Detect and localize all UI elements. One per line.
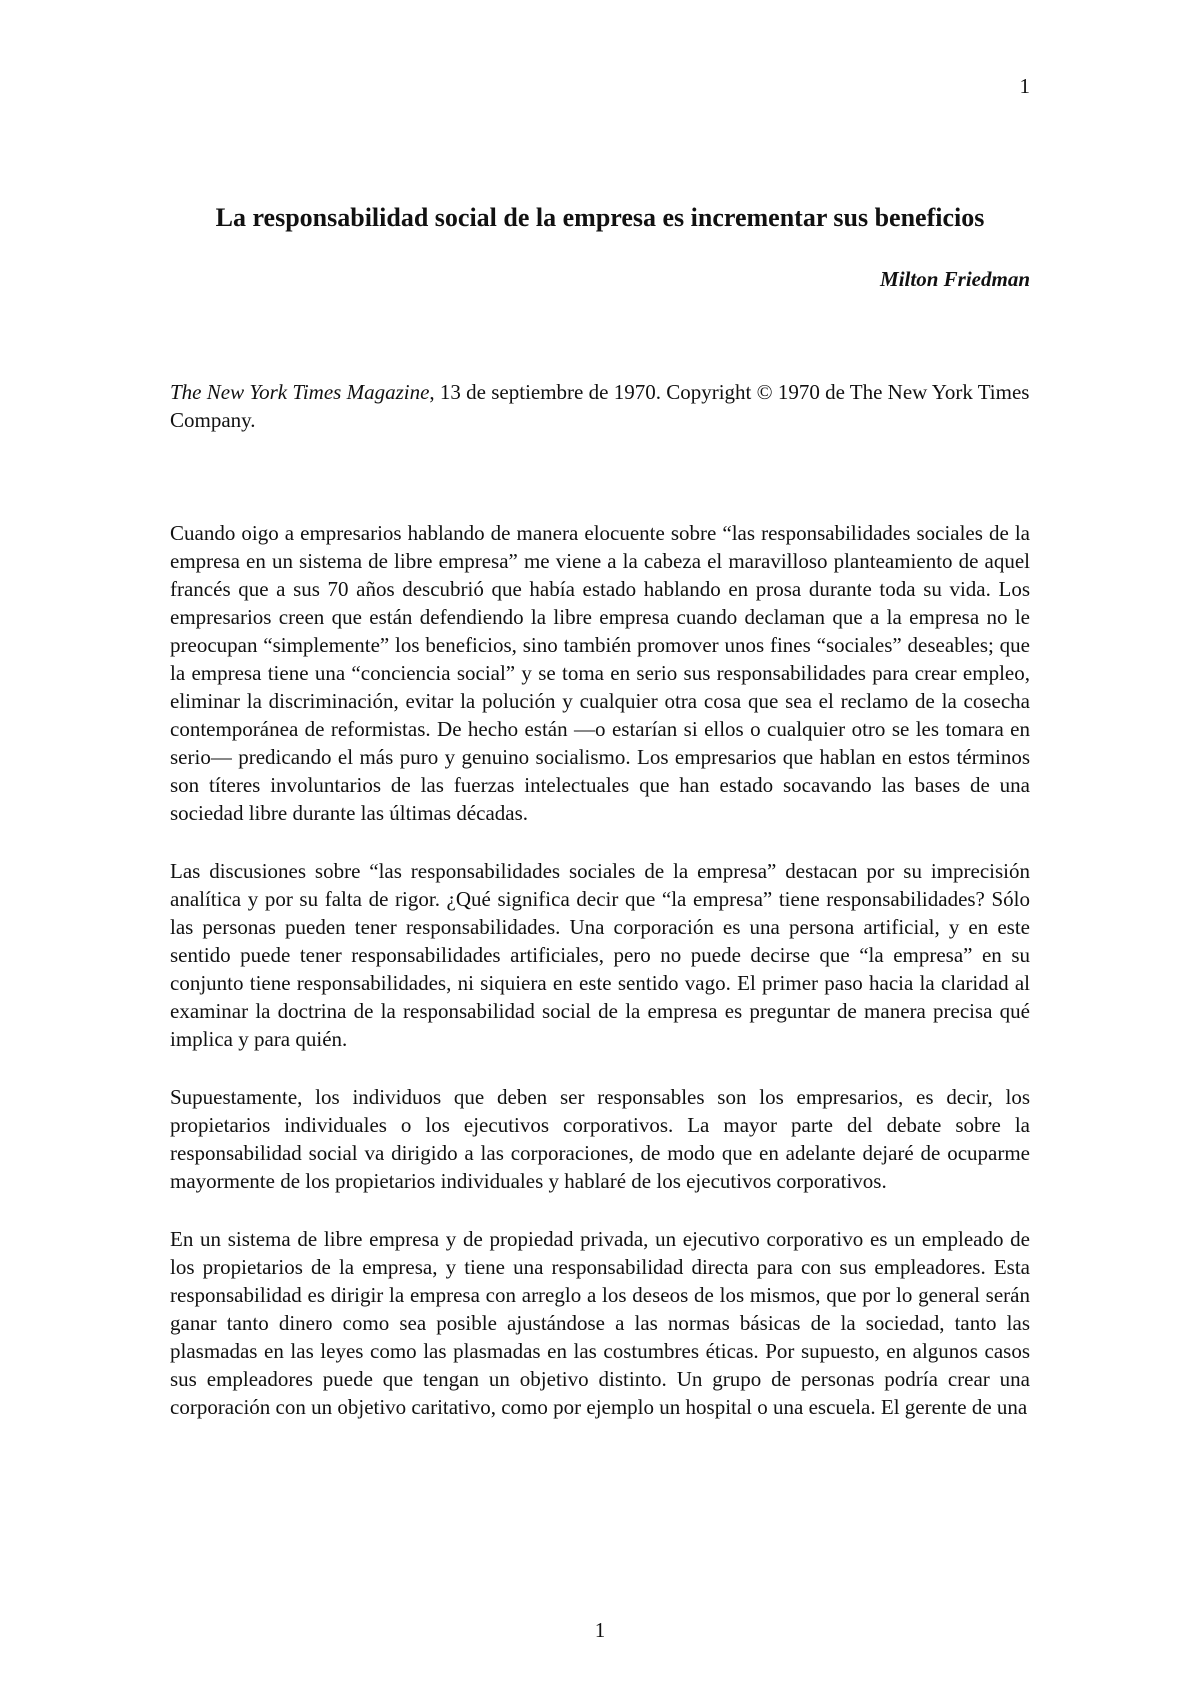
article-body [170, 519, 1030, 1451]
body-paragraph-4: En un sistema de libre empresa y de propiedad privada, un ejecutivo corporativo es un empleado de los propietarios de la empresa, y tiene una responsabilidad directa para con sus empleadores. Esta responsabilidad es dirigir la empresa con arreglo a los deseos de los mismos, que por lo general serán ganar tanto dinero como sea posible ajustándose a las normas básicas de la sociedad, tanto las plasmadas en las leyes como las plasmadas en las costumbres éticas. Por supuesto, en algunos casos sus empleadores puede que tengan un objetivo distinto. Un grupo de personas podría crear una corporación con un objetivo caritativo, como por ejemplo un hospital o una escuela. El gerente de una [170, 1227, 1030, 1419]
body-paragraph-1: Cuando oigo a empresarios hablando de manera elocuente sobre “las responsabilidades sociales de la empresa en un sistema de libre empresa” me viene a la cabeza el maravilloso planteamiento de aquel francés que a sus 70 años descubrió que había estado hablando en prosa durante toda su vida. Los empresarios creen que están defendiendo la libre empresa cuando declaman que a la empresa no le preocupan “simplemente” los beneficios, sino también promover unos fines “sociales” deseables; que la empresa tiene una “conciencia social” y se toma en serio sus responsabilidades para crear empleo, eliminar la discriminación, evitar la polución y cualquier otra cosa que sea el reclamo de la cosecha contemporánea de reformistas. De hecho están —o estarían si ellos o cualquier otro se les tomara en serio— predicando el más puro y genuino socialismo. Los empresarios que hablan en estos términos son títeres involuntarios de las fuerzas intelectuales que han estado socavando las bases de una sociedad libre durante las últimas décadas. [170, 521, 1030, 825]
body-paragraph-2: Las discusiones sobre “las responsabilidades sociales de la empresa” destacan por su imprecisión analítica y por su falta de rigor. ¿Qué significa decir que “la empresa” tiene responsabilidades? Sólo las personas pueden tener responsabilidades. Una corporación es una persona artificial, y en este sentido puede tener responsabilidades artificiales, pero no puede decirse que “la empresa” en su conjunto tiene responsabilidades, ni siquiera en este sentido vago. El primer paso hacia la claridad al examinar la doctrina de la responsabilidad social de la empresa es preguntar de manera precisa qué implica y para quién. [170, 859, 1030, 1051]
article-title: La responsabilidad social de la empresa es incrementar sus beneficios [215, 203, 985, 232]
source-citation [170, 378, 1030, 434]
page-number-header: 1 [1019, 74, 1030, 98]
article-author: Milton Friedman [880, 267, 1030, 291]
source-details: , 13 de septiembre de 1970. Copyright © 1970 de The New York Times Company. [170, 380, 1030, 432]
source-publication: The New York Times Magazine [170, 380, 430, 404]
body-paragraph-3: Supuestamente, los individuos que deben ser responsables son los empresarios, es decir, los propietarios individuales o los ejecutivos corporativos. La mayor parte del debate sobre la responsabilidad social va dirigido a las corporaciones, de modo que en adelante dejaré de ocuparme mayormente de los propietarios individuales y hablaré de los ejecutivos corporativos. [170, 1085, 1030, 1193]
page-number-footer: 1 [594, 1618, 606, 1642]
